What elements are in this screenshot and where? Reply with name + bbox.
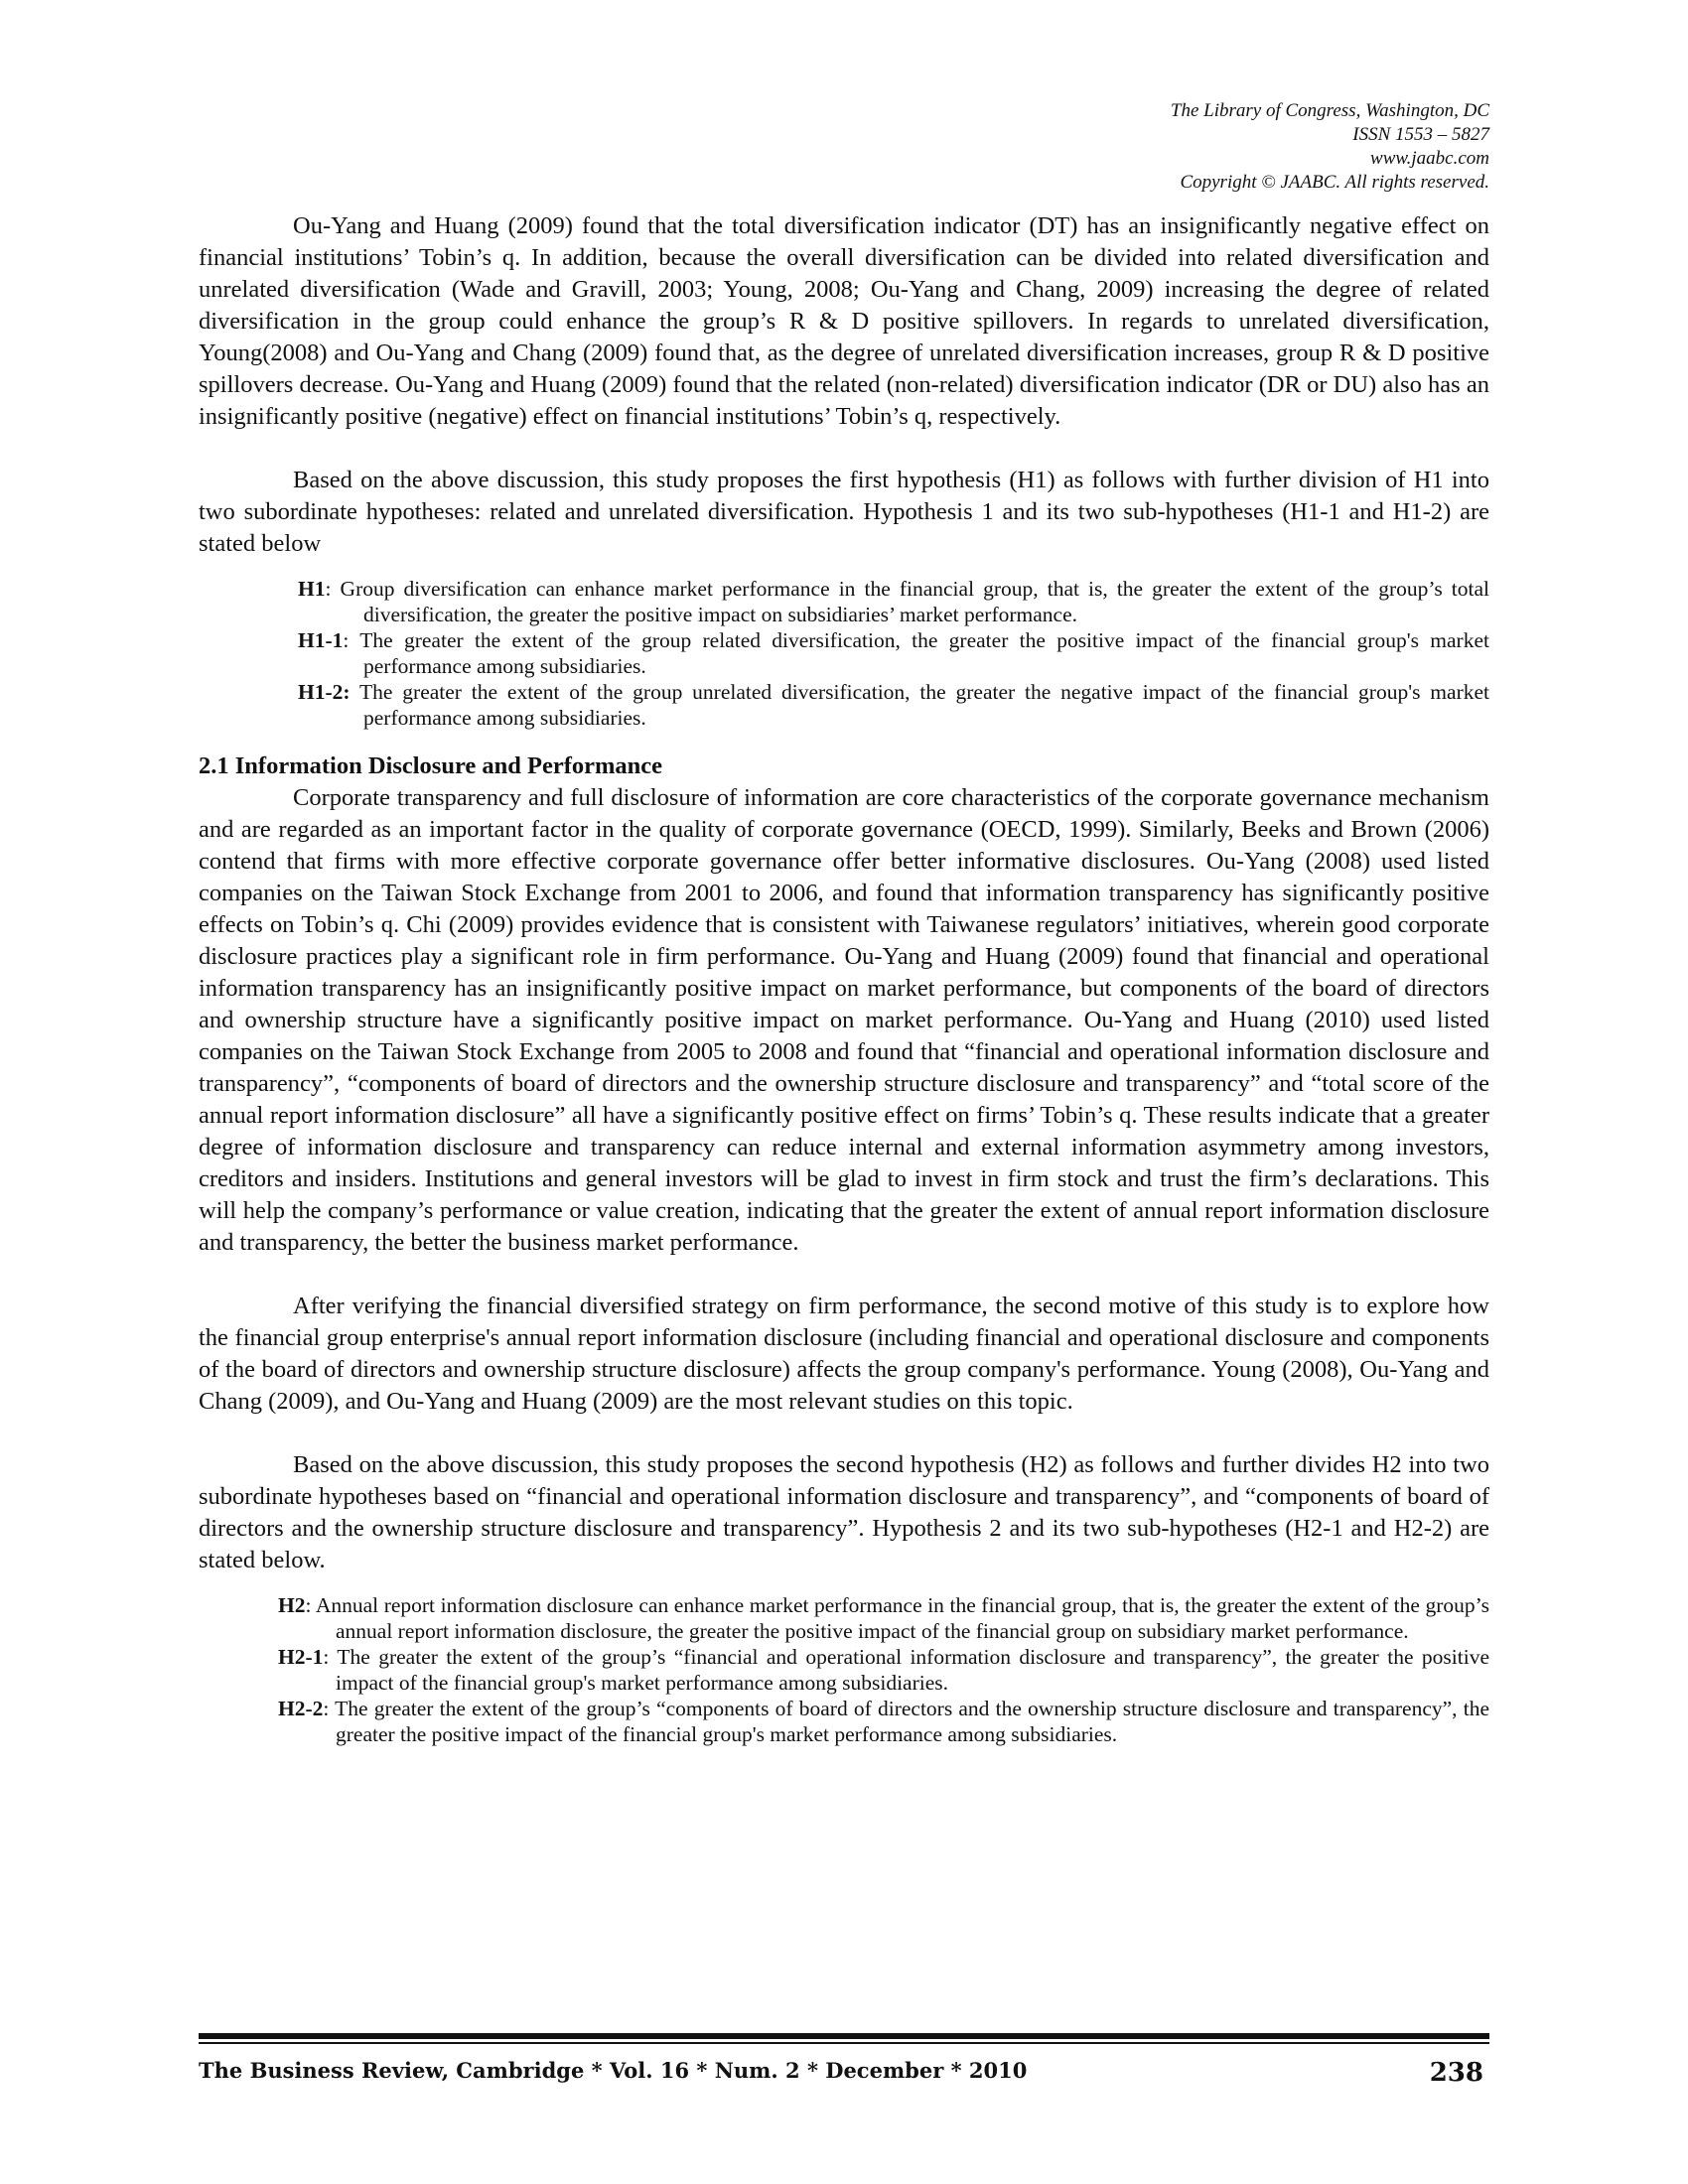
hypothesis-text: The greater the extent of the group unrelated diversification, the greater the negative impact of the financial group's market performance among subsidiaries. (359, 680, 1489, 730)
document-page (199, 0, 1489, 2184)
footer-row (199, 2058, 1489, 2088)
header-line-4: Copyright © JAABC. All rights reserved. (1180, 172, 1489, 193)
paragraph-3: Corporate transparency and full disclosure of information are core characteristics of the corporate governance mechanism and are regarded as an important factor in the quality of corporate governance (OECD, 1999). Similarly, Beeks and Brown (2006) contend that firms with more effective corporate governance offer better informative disclosures. Ou-Yang (2008) used listed companies on the Taiwan Stock Exchange from 2001 to 2006, and found that information transparency has significantly positive effects on Tobin’s q. Chi (2009) provides evidence that is consistent with Taiwanese regulators’ initiatives, wherein good corporate disclosure practices play a significant role in firm performance. Ou-Yang and Huang (2009) found that financial and operational information transparency has an insignificantly positive impact on market performance, but components of the board of directors and ownership structure have a significantly positive impact on market performance. Ou-Yang and Huang (2010) used listed companies on the Taiwan Stock Exchange from 2005 to 2008 and found that “financial and operational information disclosure and transparency”, “components of board of directors and the ownership structure disclosure and transparency” and “total score of the annual report information disclosure” all have a significantly positive effect on firms’ Tobin’s q. These results indicate that a greater degree of information disclosure and transparency can reduce internal and external information asymmetry among investors, creditors and insiders. Institutions and general investors will be glad to invest in firm stock and trust the firm’s declarations. This will help the company’s performance or value creation, indicating that the greater the extent of annual report information disclosure and transparency, the better the business market performance. (199, 784, 1489, 1256)
hypothesis-h2 (278, 1592, 1489, 1644)
paragraph-2: Based on the above discussion, this study proposes the first hypothesis (H1) as follows with further division of H1 into two subordinate hypotheses: related and unrelated diversification. Hypothesis 1 and its two sub-hypotheses (H1-1 and H1-2) are stated below (199, 467, 1489, 557)
header-line-3: www.jaabc.com (1370, 148, 1489, 169)
footer-rule-thin (199, 2042, 1489, 2044)
hypothesis-label: H1-1 (298, 628, 344, 652)
journal-citation: The Business Review, Cambridge * Vol. 16 * Num. 2 * December * 2010 (199, 2058, 1028, 2083)
paragraph-5: Based on the above discussion, this study proposes the second hypothesis (H2) as follows and further divides H2 into two subordinate hypotheses based on “financial and operational information disclosure and transparency”, and “components of board of directors and the ownership structure disclosure and transparency”. Hypothesis 2 and its two sub-hypotheses (H2-1 and H2-2) are stated below. (199, 1451, 1489, 1573)
section-heading: 2.1 Information Disclosure and Performance (199, 752, 663, 779)
paragraph-1: Ou-Yang and Huang (2009) found that the total diversification indicator (DT) has an insignificantly negative effect on financial institutions’ Tobin’s q. In addition, because the overall diversification can be divided into related diversification and unrelated diversification (Wade and Gravill, 2003; Young, 2008; Ou-Yang and Chang, 2009) increasing the degree of related diversification in the group could enhance the group’s R & D positive spillovers. In regards to unrelated diversification, Young(2008) and Ou-Yang and Chang (2009) found that, as the degree of unrelated diversification increases, group R & D positive spillovers decrease. Ou-Yang and Huang (2009) found that the related (non-related) diversification indicator (DR or DU) also has an insignificantly positive (negative) effect on financial institutions’ Tobin’s q, respectively. (199, 212, 1489, 430)
header-line-2: ISSN 1553 – 5827 (1352, 124, 1489, 145)
hypothesis-label: H2-2 (278, 1697, 324, 1720)
footer-rule-thick (199, 2033, 1489, 2039)
hypothesis-text: The greater the extent of the group related diversification, the greater the positive impact of the financial group's market performance among subsidiaries. (359, 628, 1489, 678)
hypothesis-h1-2 (298, 679, 1489, 731)
hypothesis-h2-2 (278, 1696, 1489, 1747)
hypothesis-text: Group diversification can enhance market performance in the financial group, that is, the greater the extent of the group’s total diversification, the greater the positive impact on subsidiaries’ market performance. (340, 577, 1489, 626)
hypothesis-label: H1 (298, 577, 326, 601)
header-line-1: The Library of Congress, Washington, DC (1170, 100, 1489, 121)
hypothesis-separator: : (323, 1645, 338, 1669)
hypothesis-text: Annual report information disclosure can enhance market performance in the financial group, that is, the greater the extent of the group’s annual report information disclosure, the greater the positive impact of the financial group on subsidiary market performance. (315, 1593, 1489, 1643)
hypothesis-label: H2-1 (278, 1645, 324, 1669)
hypothesis-h2-1 (278, 1644, 1489, 1696)
running-header (1171, 99, 1489, 195)
page-number: 238 (1429, 2058, 1483, 2088)
body-text (199, 210, 1489, 1747)
hypothesis-separator (351, 680, 359, 704)
hypotheses-h2-list (199, 1592, 1489, 1747)
hypothesis-text: The greater the extent of the group’s “financial and operational information disclosure and transparency”, the greater the positive impact of the financial group's market performance among subsidiaries. (336, 1645, 1489, 1695)
hypothesis-separator: : (343, 628, 360, 652)
hypothesis-separator: : (325, 577, 341, 601)
hypothesis-h1 (298, 576, 1489, 627)
hypotheses-h1-list (199, 576, 1489, 731)
hypothesis-h1-1 (298, 627, 1489, 679)
hypothesis-label: H2 (278, 1593, 306, 1617)
hypothesis-text: The greater the extent of the group’s “components of board of directors and the ownership structure disclosure and transparency”, the greater the positive impact of the financial group's market performance among subsidiaries. (335, 1697, 1489, 1746)
hypothesis-label: H1-2: (298, 680, 351, 704)
page-footer (199, 2033, 1489, 2088)
paragraph-4: After verifying the financial diversified strategy on firm performance, the second motive of this study is to explore how the financial group enterprise's annual report information disclosure (including financial and operational disclosure and components of the board of directors and ownership structure disclosure) affects the group company's performance. Young (2008), Ou-Yang and Chang (2009), and Ou-Yang and Huang (2009) are the most relevant studies on this topic. (199, 1293, 1489, 1415)
hypothesis-separator: : (305, 1593, 316, 1617)
hypothesis-separator: : (323, 1697, 336, 1720)
